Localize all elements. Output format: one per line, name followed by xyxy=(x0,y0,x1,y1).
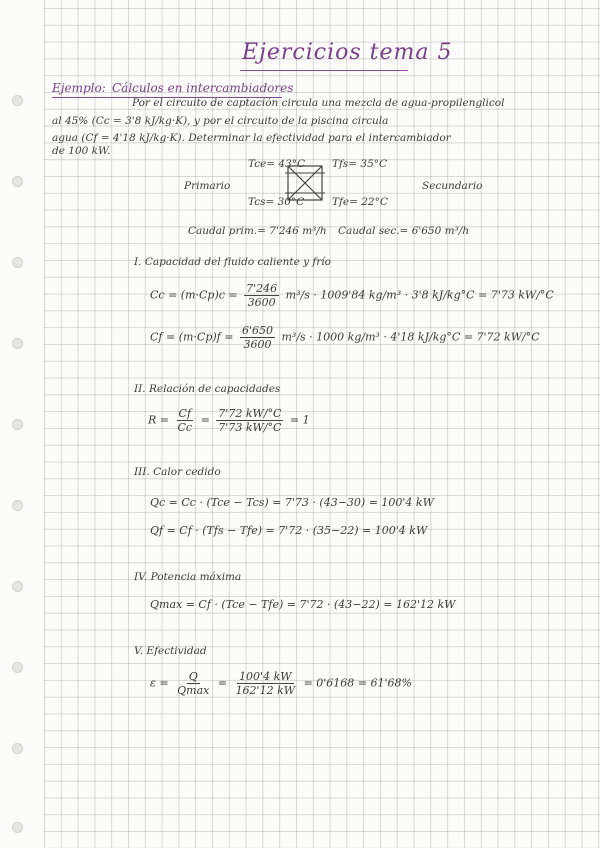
eff-den-2: 162'12 kW xyxy=(235,684,296,697)
title-underline xyxy=(240,70,408,71)
c-cold-fraction xyxy=(240,324,275,351)
c-hot-equation xyxy=(150,282,554,309)
c-hot-num: 7'246 xyxy=(246,282,278,295)
statement-line-4: de 100 kW. xyxy=(52,145,111,157)
t-cold-out: Tfs= 35°C xyxy=(332,158,388,170)
eff-fraction-2 xyxy=(234,670,298,697)
binder-hole xyxy=(12,338,23,349)
binder-hole xyxy=(12,176,23,187)
c-cold-lhs: Cf = (m·Cp)f = xyxy=(150,330,234,344)
statement-line-3: agua (Cf = 4'18 kJ/kg·K). Determinar la efectividad para el intercambiador xyxy=(52,132,451,144)
ratio-fraction-2 xyxy=(216,407,283,434)
t-hot-out: Tcs= 30°C xyxy=(248,196,305,208)
binder-hole xyxy=(12,581,23,592)
binder-hole xyxy=(12,822,23,833)
flow-secondary: Caudal sec.= 6'650 m³/h xyxy=(338,225,470,237)
ratio-equation xyxy=(148,407,310,434)
eff-fraction-1 xyxy=(175,670,211,697)
example-label: Ejemplo: xyxy=(52,81,106,95)
ratio-lhs: R = xyxy=(148,413,169,427)
c-hot-fraction xyxy=(244,282,279,309)
c-cold-num: 6'650 xyxy=(241,324,273,337)
statement-line-2: al 45% (Cc = 3'8 kJ/kg·K), y por el circuito de la piscina circula xyxy=(52,115,389,127)
section-5-heading: V. Efectividad xyxy=(134,645,207,657)
eff-result: = 0'6168 = 61'68% xyxy=(303,676,412,690)
eff-lhs: ε = xyxy=(150,676,169,690)
c-hot-lhs: Cc = (m·Cp)c = xyxy=(150,288,238,302)
statement-line-1: Por el circuito de captación circula una mezcla de agua-propilenglicol xyxy=(132,97,505,109)
ratio-eq: = xyxy=(200,413,210,427)
section-2-heading: II. Relación de capacidades xyxy=(134,383,281,395)
ratio-den-2: 7'73 kW/°C xyxy=(218,421,282,434)
page-title: Ejercicios tema 5 xyxy=(242,40,453,65)
primary-label: Primario xyxy=(184,180,231,192)
binder-hole xyxy=(12,662,23,673)
binder-hole xyxy=(12,95,23,106)
ratio-fraction-1 xyxy=(176,407,195,434)
effectiveness-equation xyxy=(150,670,412,697)
flow-primary: Caudal prim.= 7'246 m³/h xyxy=(188,225,327,237)
t-cold-in: Tfe= 22°C xyxy=(332,196,388,208)
eff-eq: = xyxy=(217,676,228,690)
eff-num-2: 100'4 kW xyxy=(239,670,292,683)
binder-hole xyxy=(12,743,23,754)
section-4-heading: IV. Potencia máxima xyxy=(134,571,242,583)
c-cold-den: 3600 xyxy=(243,338,272,351)
ratio-num-2: 7'72 kW/°C xyxy=(218,407,282,420)
ratio-num-1: Cf xyxy=(178,407,192,420)
ratio-result: = 1 xyxy=(289,413,310,427)
section-1-heading: I. Capacidad del fluido caliente y frío xyxy=(134,256,331,268)
secondary-label: Secundario xyxy=(422,180,483,192)
binder-hole xyxy=(12,500,23,511)
heat-cold-equation: Qf = Cf · (Tfs − Tfe) = 7'72 · (35−22) = 100'4 kW xyxy=(150,524,428,537)
heat-hot-equation: Qc = Cc · (Tce − Tcs) = 7'73 · (43−30) = 100'4 kW xyxy=(150,496,434,509)
c-hot-den: 3600 xyxy=(247,296,276,309)
c-cold-rest: m³/s · 1000 kg/m³ · 4'18 kJ/kg°C = 7'72 kW/°C xyxy=(281,330,540,344)
binder-hole xyxy=(12,257,23,268)
eff-den-1: Qmax xyxy=(177,684,210,697)
c-hot-rest: m³/s · 1009'84 kg/m³ · 3'8 kJ/kg°C = 7'73 kW/°C xyxy=(285,288,554,302)
c-cold-equation xyxy=(150,324,540,351)
binder-hole xyxy=(12,419,23,430)
section-3-heading: III. Calor cedido xyxy=(134,466,221,478)
ratio-den-1: Cc xyxy=(177,421,193,434)
example-topic: Cálculos en intercambiadores xyxy=(112,81,294,95)
t-hot-in: Tce= 43°C xyxy=(248,158,306,170)
max-power-equation: Qmax = Cf · (Tce − Tfe) = 7'72 · (43−22) = 162'12 kW xyxy=(150,598,456,611)
eff-num-1: Q xyxy=(188,670,198,683)
